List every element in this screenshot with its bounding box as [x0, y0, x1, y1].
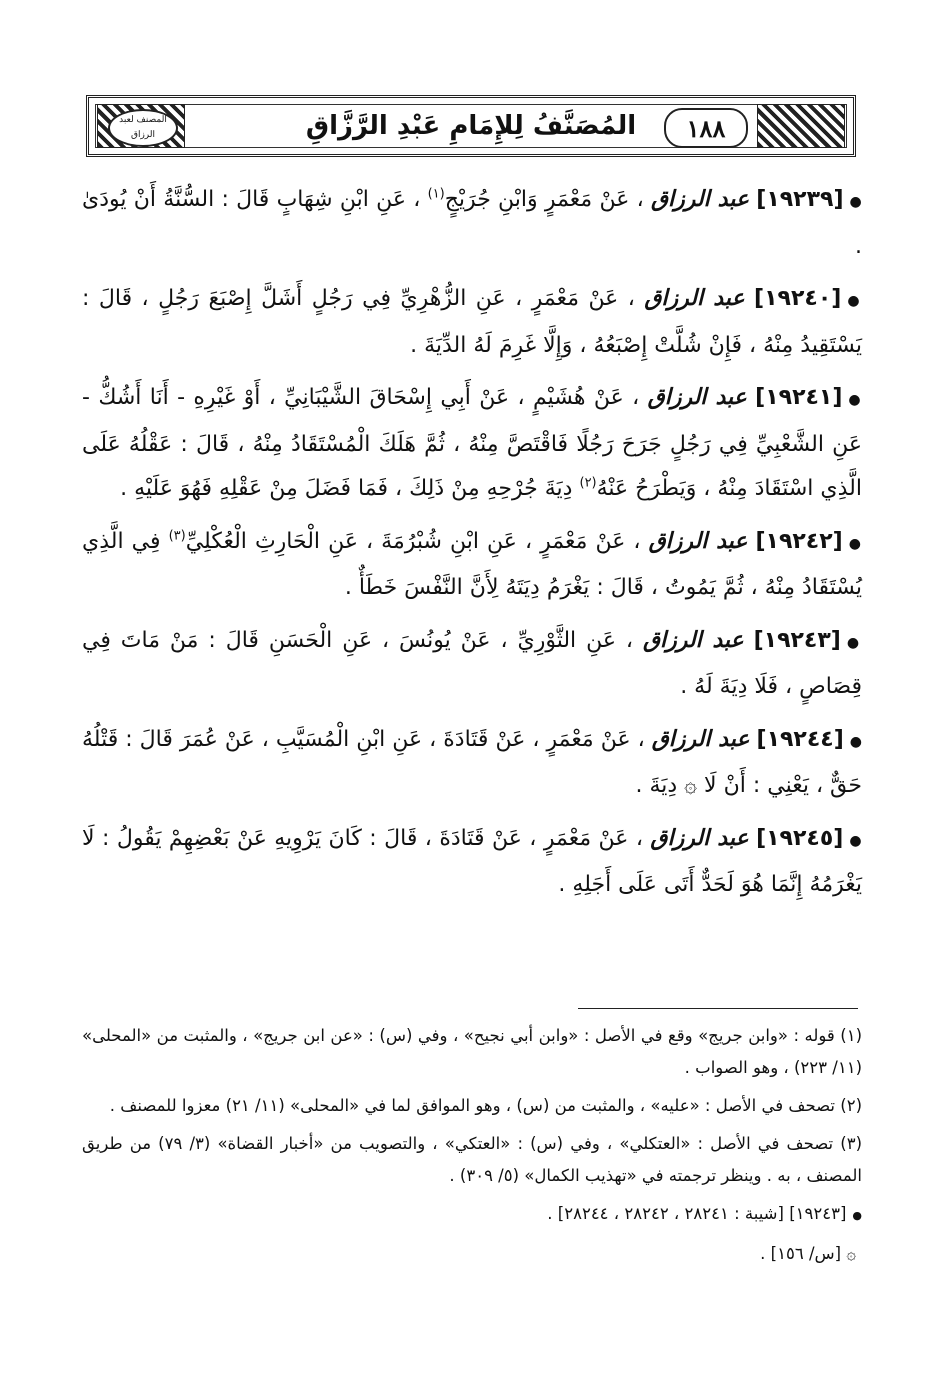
reference-text: [١٩٢٤٣] [شيبة : ٢٨٢٤١ ، ٢٨٢٤٢ ، ٢٨٢٤٤] .: [547, 1204, 847, 1223]
author-name: عبد الرزاق: [644, 286, 745, 311]
reference-text: ۞ [س/ ١٥٦] .: [760, 1244, 856, 1263]
entry-text: ، عَنْ مَعْمَرٍ ، عَنِ ابْنِ شُبْرُمَةَ ، عَنِ الْحَارِثِ الْعُكْلِيِّ: [185, 528, 641, 554]
footnote: (٢) تصحف في الأصل : «عليه» ، والمثبت من (س) ، وهو الموافق لما في «المحلى» (١١/ ٢١) معزوا للمصنف .: [109, 1096, 862, 1115]
entry-text: ، عَنْ مَعْمَرٍ ، عَنِ الزُّهْرِيِّ فِي رَجُلٍ أَشَلَّ إِصْبَعَ رَجُلٍ ، قَالَ : يَسْتَقِيدُ مِنْهُ ، فَإِنْ شُلَّتْ إِصْبَعُهُ ، وَإِلَّا غَرِمَ لَهُ الدِّيَةَ .: [82, 286, 862, 358]
bullet-icon: ●: [848, 392, 863, 408]
hadith-entry: [82, 817, 862, 908]
hadith-entry: [82, 520, 862, 611]
left-ornament: [97, 104, 185, 148]
bullet-icon: ●: [852, 1209, 862, 1222]
hadith-entry: [82, 277, 862, 368]
page-header: [86, 95, 856, 157]
entry-number: [١٩٢٤٤]: [756, 726, 844, 752]
hadith-entry: [82, 178, 862, 269]
entry-text: ، عَنْ هُشَيْمٍ ، عَنْ أَبِي إِسْحَاقَ الشَّيْبَانِيِّ ، أَوْ غَيْرِهِ - أَنَا أَشُكُّ - عَنِ الشَّعْبِيِّ فِي رَجُلٍ جَرَحَ رَجُلًا فَاقْتَصَّ مِنْهُ ، ثُمَّ هَلَكَ الْمُسْتَقَادُ مِنْهُ ، قَالَ : عَقْلُهُ عَلَى الَّذِي اسْتَقَادَ مِنْهُ ، وَيَطْرَحُ عَنْهُ: [82, 385, 862, 501]
seal-logo: المصنف لعبد الرزاق: [108, 109, 178, 147]
reference-line: [82, 1198, 862, 1232]
bullet-icon: ●: [846, 634, 863, 651]
hadith-entry: [82, 619, 862, 710]
author-name: عبد الرزاق: [650, 825, 749, 851]
right-ornament: [757, 104, 845, 148]
author-name: عبد الرزاق: [648, 528, 748, 554]
footnote-marker: (١): [427, 186, 445, 202]
footnotes: [82, 1020, 862, 1278]
author-name: عبد الرزاق: [642, 627, 744, 653]
footnote-divider: [578, 1008, 858, 1009]
bullet-icon: ●: [848, 535, 863, 552]
author-name: عبد الرزاق: [650, 187, 749, 212]
hadith-entry: [82, 376, 862, 512]
footnote-marker: (٣): [168, 528, 186, 544]
bullet-icon: ●: [847, 293, 863, 309]
main-text: [82, 178, 862, 916]
entry-text-continued: ، عَنِ ابْنِ شِهَابٍ قَالَ : السُّنَّةُ أَنْ يُودَىٰ .: [82, 187, 862, 259]
bullet-icon: ●: [849, 194, 863, 210]
author-name: عبد الرزاق: [647, 385, 747, 410]
book-title: المُصَنَّفُ لِلإِمَامِ عَبْدِ الرَّزَّاقِ: [305, 111, 637, 141]
entry-number: [١٩٢٤٣]: [753, 627, 841, 653]
entry-text: ، عَنِ الثَّوْرِيِّ ، عَنْ يُونُسَ ، عَنِ الْحَسَنِ قَالَ : مَنْ مَاتَ فِي قِصَاصٍ ، فَلَا دِيَةَ لَهُ .: [82, 627, 862, 699]
footnote-marker: (٢): [579, 475, 597, 491]
bullet-icon: ●: [849, 733, 862, 750]
page-number: ١٨٨: [664, 108, 748, 148]
entry-text: ، عَنْ مَعْمَرٍ ، عَنْ قَتَادَةَ ، عَنِ ابْنِ الْمُسَيَّبِ ، عَنْ عُمَرَ قَالَ : قَتْلُهُ حَقٌّ ، يَعْنِي : أَنْ لَا ۞ دِيَةَ .: [82, 726, 862, 798]
author-name: عبد الرزاق: [651, 726, 750, 752]
entry-number: [١٩٢٤١]: [755, 385, 843, 410]
footnote: (٣) تصحف في الأصل : «العتكلي» ، وفي (س) : «العتكي» ، والتصويب من «أخبار القضاة» (٣/ ٧٩) من طريق المصنف ، به . وينظر ترجمته في «تهذيب الكمال» (٥/ ٣٠٩) .: [82, 1134, 862, 1185]
footnote: (١) قوله : «وابن جريج» وقع في الأصل : «وابن أبي نجيح» ، وفي (س) : «عن ابن جريج» ، والمثبت من «المحلى» (١١/ ٢٢٣) ، وهو الصواب .: [82, 1026, 862, 1077]
reference-line: [82, 1238, 862, 1272]
entry-text: ، عَنْ مَعْمَرٍ ، عَنْ قَتَادَةَ ، قَالَ : كَانَ يَرْوِيهِ عَنْ بَعْضِهِمْ يَقُولُ : لَا يَغْرَمُهُ إِنَّمَا هُوَ لَحَدٌّ أَتَى عَلَى أَجَلِهِ .: [82, 825, 862, 897]
entry-text: ، عَنْ مَعْمَرٍ وَابْنِ جُرَيْجٍ: [444, 187, 644, 212]
entry-number: [١٩٢٣٩]: [756, 187, 844, 212]
entry-number: [١٩٢٤٢]: [755, 528, 843, 554]
entry-text-continued: دِيَةَ جُرْحِهِ مِنْ ذَلِكَ ، فَمَا فَضَلَ مِنْ عَقْلِهِ فَهُوَ عَلَيْهِ .: [120, 476, 573, 501]
entry-number: [١٩٢٤٥]: [756, 825, 844, 851]
entry-number: [١٩٢٤٠]: [754, 286, 842, 311]
entry-text-continued: فِي الَّذِي يُسْتَقَادُ مِنْهُ ، ثُمَّ يَمُوتُ ، قَالَ : يَغْرَمُ دِيَتَهُ لِأَنَّ النَّفْسَ خَطَأٌ .: [82, 528, 862, 600]
hadith-entry: [82, 718, 862, 809]
bullet-icon: ●: [849, 832, 862, 849]
